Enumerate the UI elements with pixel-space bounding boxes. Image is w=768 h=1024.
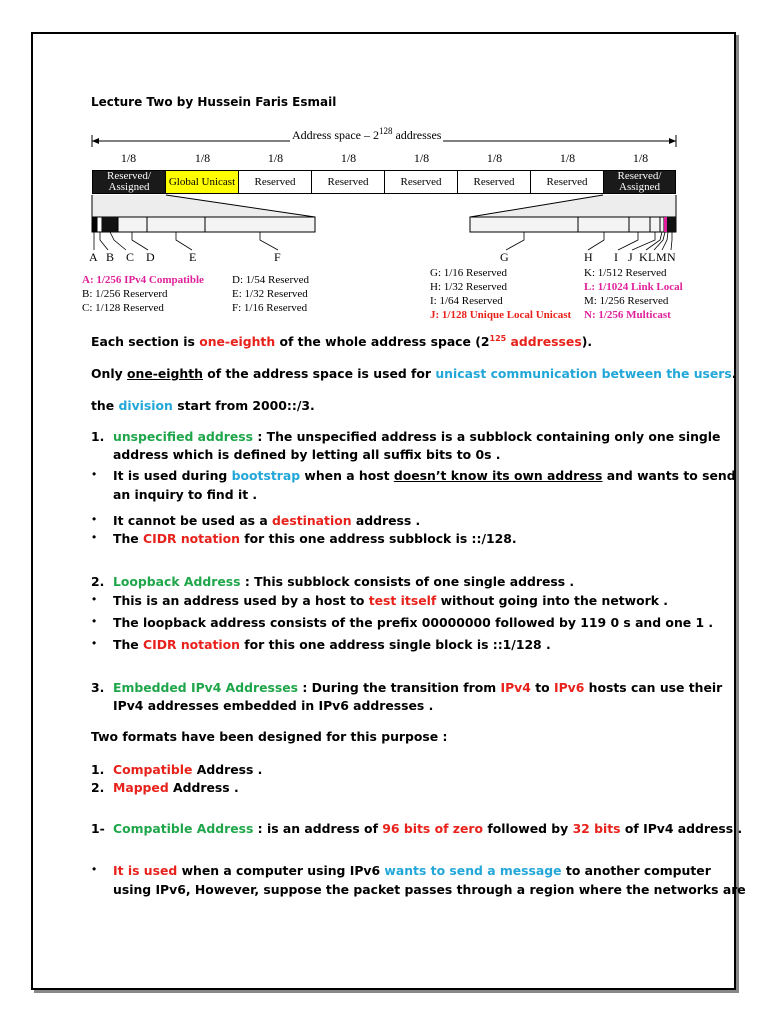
section-heading: unspecified address : The unspecified address is a subblock containing only one single [113,429,721,444]
fraction-label: 1/8 [486,151,503,165]
block-reserved: Reserved [311,170,385,194]
letter-label: J [628,250,633,264]
block-reserved-assigned: Reserved/ Assigned [92,170,166,194]
bullet-dot: • [92,592,97,606]
section-heading: Compatible Address : is an address of 96 bits of zero followed by 32 bits of IPv4 address . [113,821,743,836]
paragraph: Each section is one-eighth of the whole address space ($2^{125}$ addresses). [91,334,593,350]
legend-entry: B: 1/256 Reserverd [82,288,168,300]
bullet-dot: • [92,614,97,628]
fraction-label: 1/8 [340,151,357,165]
letter-label: L [648,250,656,264]
letter-label: G [500,250,509,264]
bullet-text: The loopback address consists of the prefix 00000000 followed by 119 0 s and one 1 . [113,615,714,630]
block-reserved: Reserved [384,170,458,194]
list-item: Mapped Address . [113,780,239,795]
block-reserved: Reserved [530,170,604,194]
paragraph: the division start from 2000::/3. [91,398,315,413]
fraction-label: 1/8 [120,151,137,165]
legend-entry: C: 1/128 Reserved [82,302,164,314]
bullet-text: using IPv6, However, suppose the packet passes through a region where the networks are [113,882,746,897]
block-reserved: Reserved [238,170,312,194]
bullet-text: It is used during bootstrap when a host doesn’t know its own address and wants to send [113,468,736,483]
letter-label: C [126,250,135,264]
bullet-dot: • [92,512,97,526]
bullet-text: It is used when a computer using IPv6 wants to send a message to another computer [113,863,711,878]
letter-label: I [614,250,618,264]
bullet-text: It cannot be used as a destination address . [113,513,421,528]
legend-entry: L: 1/1024 Link Local [584,281,683,293]
page-title: Lecture Two by Hussein Faris Esmail [91,95,337,109]
paragraph: Two formats have been designed for this purpose : [91,729,448,744]
letter-label: B [106,250,115,264]
section-heading: Embedded IPv4 Addresses : During the transition from IPv4 to IPv6 hosts can use their [113,680,723,695]
list-number: 2. [91,780,105,795]
legend-entry: F: 1/16 Reserved [232,302,308,314]
fraction-label: 1/8 [632,151,649,165]
letter-label: K [639,250,648,264]
list-number: 1. [91,429,105,444]
list-item: Compatible Address . [113,762,263,777]
bullet-dot: • [92,636,97,650]
block-reserved: Reserved [457,170,531,194]
list-number: 3. [91,680,105,695]
fraction-label: 1/8 [413,151,430,165]
legend-entry: I: 1/64 Reserved [430,295,503,307]
fraction-label: 1/8 [267,151,284,165]
legend-entry: D: 1/54 Reserved [232,274,309,286]
block-reserved-assigned: Reserved/ Assigned [603,170,676,194]
legend-entry: J: 1/128 Unique Local Unicast [430,309,572,321]
letter-label: M [656,250,667,264]
bullet-text: This is an address used by a host to test itself without going into the network . [113,593,668,608]
list-number: 2. [91,574,105,589]
legend-entry: M: 1/256 Reserved [584,295,669,307]
bullet-dot: • [92,862,97,876]
bullet-text: The CIDR notation for this one address subblock is ::/128. [113,531,517,546]
fraction-label: 1/8 [194,151,211,165]
legend-entry: A: 1/256 IPv4 Compatible [82,274,204,286]
bullet-text: The CIDR notation for this one address single block is ::1/128 . [113,637,551,652]
section-heading: Loopback Address : This subblock consists of one single address . [113,574,575,589]
paragraph: address which is defined by letting all suffix bits to 0s . [113,447,501,462]
bullet-text: an inquiry to find it . [113,487,258,502]
letter-label: E [189,250,197,264]
letter-label: F [274,250,281,264]
legend-entry: N: 1/256 Multicast [584,309,671,321]
address-space-label: Address space – $2^{128}$ addresses [292,126,442,142]
legend-entry: G: 1/16 Reserved [430,267,507,279]
fraction-label: 1/8 [559,151,576,165]
list-number: 1- [91,821,105,836]
bullet-dot: • [92,530,97,544]
letter-label: N [667,250,676,264]
bullet-dot: • [92,467,97,481]
list-number: 1. [91,762,105,777]
paragraph: IPv4 addresses embedded in IPv6 addresses . [113,698,434,713]
letter-label: D [146,250,155,264]
paragraph: Only one-eighth of the address space is used for unicast communication between the users. [91,366,737,381]
legend-entry: H: 1/32 Reserved [430,281,507,293]
block-global-unicast: Global Unicast [165,170,239,194]
letter-label: H [584,250,593,264]
legend-entry: E: 1/32 Reserved [232,288,308,300]
letter-label: A [89,250,98,264]
legend-entry: K: 1/512 Reserved [584,267,667,279]
